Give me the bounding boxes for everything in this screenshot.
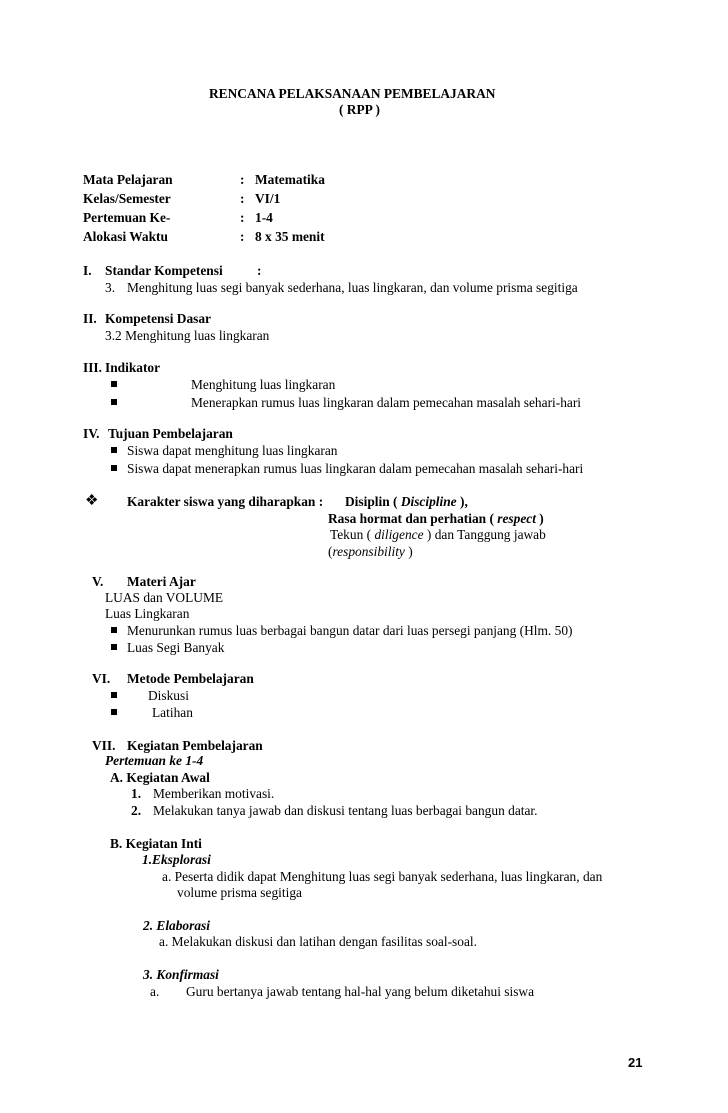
list-number: 1. [131, 786, 142, 801]
section-title: Standar Kompetensi [105, 263, 223, 278]
bullet-icon [111, 709, 117, 715]
section-title: Materi Ajar [127, 574, 196, 589]
section-title: Indikator [105, 360, 161, 375]
karakter-term: respect [497, 511, 536, 526]
list-item: Latihan [152, 705, 193, 720]
section-title: Kegiatan Pembelajaran [127, 738, 263, 753]
info-label: Mata Pelajaran [83, 172, 173, 187]
info-colon: : [240, 191, 245, 206]
karakter-term: Discipline [400, 494, 457, 509]
bullet-icon [111, 399, 117, 405]
section-title: Metode Pembelajaran [127, 671, 254, 686]
list-item: Menghitung luas lingkaran [191, 377, 336, 392]
section-number: IV. [83, 426, 100, 441]
phase-title: 3. Konfirmasi [143, 967, 219, 982]
section-number: VI. [92, 671, 111, 686]
karakter-text: Rasa hormat dan perhatian ( [328, 511, 494, 526]
karakter-term: diligence [374, 527, 424, 542]
bullet-icon [111, 644, 117, 650]
info-label: Kelas/Semester [83, 191, 171, 206]
karakter-text: ), [459, 494, 468, 509]
bullet-icon [111, 692, 117, 698]
list-item: Luas Segi Banyak [127, 640, 225, 655]
section-number: II. [83, 311, 97, 326]
list-item: a. Peserta didik dapat Menghitung luas segi banyak sederhana, luas lingkaran, dan [162, 869, 603, 884]
list-item: Siswa dapat menerapkan rumus luas lingkaran dalam pemecahan masalah sehari-hari [127, 461, 584, 476]
phase-title: 1.Eksplorasi [142, 852, 211, 867]
phase-title: 2. Elaborasi [143, 918, 210, 933]
section-number: I. [83, 263, 92, 278]
section-title: Kompetensi Dasar [105, 311, 212, 326]
section-title: Tujuan Pembelajaran [108, 426, 233, 441]
karakter-text: ) [408, 544, 413, 559]
list-item: a. Melakukan diskusi dan latihan dengan fasilitas soal-soal. [159, 934, 477, 949]
bullet-icon [111, 465, 117, 471]
karakter-text: ( [328, 544, 333, 559]
karakter-term: responsibility [332, 544, 405, 559]
info-colon: : [240, 210, 245, 225]
karakter-line [328, 544, 413, 560]
info-value: Matematika [255, 172, 325, 187]
list-item: Menerapkan rumus luas lingkaran dalam pemecahan masalah sehari-hari [191, 395, 582, 410]
list-item: Menurunkan rumus luas berbagai bangun datar dari luas persegi panjang (Hlm. 50) [127, 623, 573, 638]
karakter-text: ) [539, 511, 544, 526]
karakter-line [330, 527, 546, 543]
materi-line: Luas Lingkaran [105, 606, 190, 621]
list-number: 3. [105, 280, 116, 295]
list-item: Melakukan tanya jawab dan diskusi tentang luas berbagai bangun datar. [153, 803, 538, 818]
karakter-text: Disiplin ( [345, 494, 398, 509]
list-number: 2. [131, 803, 142, 818]
meeting-label: Pertemuan ke 1-4 [105, 753, 204, 768]
karakter-text: ) dan Tanggung jawab [426, 527, 546, 542]
karakter-text: Tekun ( [330, 527, 372, 542]
info-colon: : [240, 172, 245, 187]
karakter-line [328, 511, 544, 527]
materi-line: LUAS dan VOLUME [105, 590, 224, 605]
list-item: Diskusi [148, 688, 189, 703]
subsection-title: B. Kegiatan Inti [110, 836, 202, 851]
list-item: Siswa dapat menghitung luas lingkaran [127, 443, 338, 458]
info-label: Alokasi Waktu [83, 229, 168, 244]
section-colon: : [257, 263, 262, 278]
list-item: Memberikan motivasi. [153, 786, 275, 801]
list-item: Menghitung luas segi banyak sederhana, luas lingkaran, dan volume prisma segitiga [127, 280, 578, 295]
diamond-bullet-icon: ❖ [85, 493, 99, 509]
karakter-label: Karakter siswa yang diharapkan : [127, 494, 324, 509]
bullet-icon [111, 447, 117, 453]
section-number: III. [83, 360, 102, 375]
list-number: a. [150, 984, 160, 999]
section-number: V. [92, 574, 104, 589]
info-value: VI/1 [255, 191, 281, 206]
page-subtitle: ( RPP ) [339, 102, 380, 117]
bullet-icon [111, 381, 117, 387]
list-item: 3.2 Menghitung luas lingkaran [105, 328, 270, 343]
bullet-icon [111, 627, 117, 633]
info-value: 8 x 35 menit [255, 229, 325, 244]
karakter-line [345, 494, 468, 510]
info-label: Pertemuan Ke- [83, 210, 171, 225]
info-value: 1-4 [255, 210, 273, 225]
list-item: Guru bertanya jawab tentang hal-hal yang belum diketahui siswa [186, 984, 535, 999]
section-number: VII. [92, 738, 116, 753]
page-number: 21 [628, 1055, 643, 1070]
page-title: RENCANA PELAKSANAAN PEMBELAJARAN [209, 86, 496, 101]
list-item-continued: volume prisma segitiga [177, 885, 302, 900]
info-colon: : [240, 229, 245, 244]
subsection-title: A. Kegiatan Awal [110, 770, 210, 785]
